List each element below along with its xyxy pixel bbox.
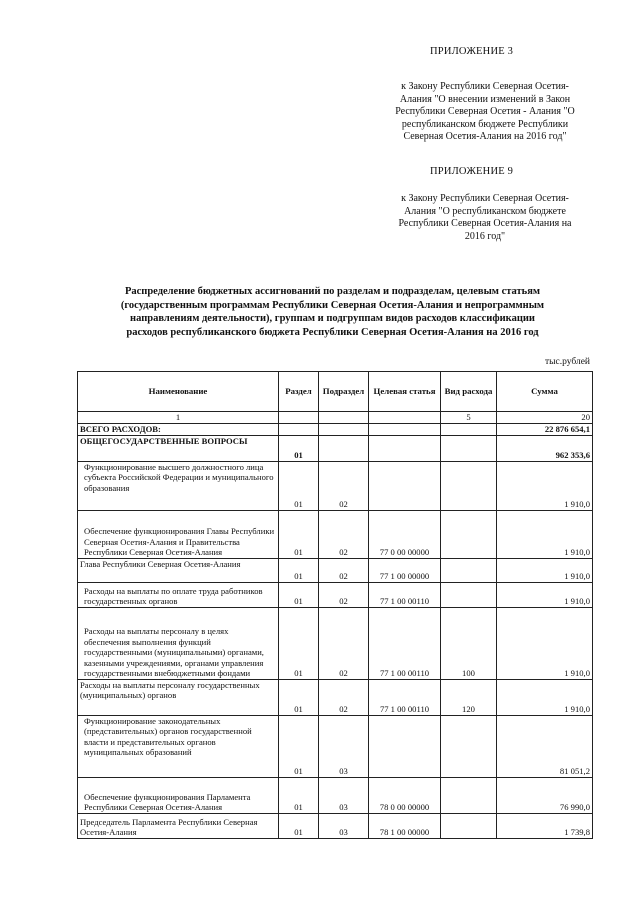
table-row — [78, 435, 593, 461]
header-target: Целевая статья — [369, 372, 441, 412]
row-type — [441, 510, 497, 558]
table-row — [78, 777, 593, 813]
row-amount: 1 910,0 — [497, 582, 593, 607]
row-amount: 81 051,2 — [497, 715, 593, 777]
row-section: 01 — [279, 813, 319, 838]
row-amount: 962 353,6 — [497, 435, 593, 461]
row-target: 78 1 00 00000 — [369, 813, 441, 838]
row-target: 78 0 00 00000 — [369, 777, 441, 813]
column-number — [279, 412, 319, 424]
row-type — [441, 777, 497, 813]
appendix-3-line: республиканском бюджете Республики — [401, 118, 569, 130]
row-name: Функционирование законодательных (представительных) органов государственной власти и представительных органов муниципальных образований — [78, 715, 279, 777]
row-subsection: 02 — [319, 510, 369, 558]
row-section: 01 — [279, 510, 319, 558]
row-amount: 1 910,0 — [497, 558, 593, 582]
row-type: 120 — [441, 679, 497, 715]
row-type: 100 — [441, 607, 497, 679]
row-section: 01 — [279, 777, 319, 813]
table-header-row — [78, 372, 593, 412]
column-number: 20 — [497, 412, 593, 424]
header-section: Раздел — [279, 372, 319, 412]
appendix-9-line: Республики Северная Осетия-Алания на — [398, 218, 572, 229]
row-subsection: 03 — [319, 813, 369, 838]
table-row — [78, 461, 593, 510]
appendix-3-line: к Закону Республики Северная Осетия- — [401, 81, 569, 92]
row-section: 01 — [279, 558, 319, 582]
column-number: 1 — [78, 412, 279, 424]
row-type — [441, 435, 497, 461]
appendix-9-title: ПРИЛОЖЕНИЕ 9 — [430, 166, 514, 177]
table-row — [78, 510, 593, 558]
row-type — [441, 715, 497, 777]
appendix-9-line: 2016 год" — [464, 230, 506, 242]
row-target: 77 1 00 00110 — [369, 582, 441, 607]
row-name: ВСЕГО РАСХОДОВ: — [78, 423, 279, 435]
row-amount: 1 910,0 — [497, 461, 593, 510]
row-name: Обеспечение функционирования Главы Республики Северная Осетия-Алания и Правительства Республики Северная Осетия-Алания — [78, 510, 279, 558]
row-amount: 76 990,0 — [497, 777, 593, 813]
row-type — [441, 423, 497, 435]
row-amount: 1 910,0 — [497, 679, 593, 715]
row-name: Обеспечение функционирования Парламента Республики Северная Осетия-Алания — [78, 777, 279, 813]
row-target — [369, 423, 441, 435]
row-subsection: 02 — [319, 558, 369, 582]
units-label: тыс.рублей — [544, 357, 590, 367]
row-target — [369, 461, 441, 510]
row-subsection: 02 — [319, 461, 369, 510]
row-section: 01 — [279, 461, 319, 510]
document-heading — [60, 285, 605, 339]
header-expense-type: Вид расхода — [441, 372, 497, 412]
row-amount: 1 910,0 — [497, 510, 593, 558]
row-section: 01 — [279, 679, 319, 715]
row-type — [441, 558, 497, 582]
column-number: 5 — [441, 412, 497, 424]
table-row — [78, 582, 593, 607]
table-row — [78, 423, 593, 435]
row-target — [369, 435, 441, 461]
row-subsection: 03 — [319, 777, 369, 813]
row-name: Глава Республики Северная Осетия-Алания — [78, 558, 279, 582]
row-amount: 1 910,0 — [497, 607, 593, 679]
heading-line: (государственным программам Республики Северная Осетия-Алания и непрограммным — [120, 299, 545, 311]
row-name: Председатель Парламента Республики Северная Осетия-Алания — [78, 813, 279, 838]
row-section — [279, 423, 319, 435]
column-number-row — [78, 412, 593, 424]
row-target — [369, 715, 441, 777]
row-subsection: 02 — [319, 607, 369, 679]
row-section: 01 — [279, 582, 319, 607]
column-number — [369, 412, 441, 424]
row-name: Функционирование высшего должностного лица субъекта Российской Федерации и муниципального образования — [78, 461, 279, 510]
header-name: Наименование — [78, 372, 279, 412]
row-section: 01 — [279, 715, 319, 777]
budget-table — [77, 371, 593, 839]
row-section: 01 — [279, 435, 319, 461]
appendix-3-line: Республики Северная Осетия - Алания "О — [395, 106, 575, 117]
heading-line: расходов республиканского бюджета Республики Северная Осетия-Алания на 2016 год — [126, 326, 539, 338]
table-row — [78, 715, 593, 777]
appendix-3-line: Алания "О внесении изменений в Закон — [399, 93, 571, 105]
row-name: Расходы на выплаты персоналу в целях обеспечения выполнения функций государственными (муниципальными) органами, казенными учреждениями, органами управления государственными внебюджетными фондами — [78, 607, 279, 679]
header-amount: Сумма — [497, 372, 593, 412]
row-target: 77 1 00 00110 — [369, 679, 441, 715]
table-row — [78, 679, 593, 715]
row-subsection: 02 — [319, 679, 369, 715]
row-subsection: 03 — [319, 715, 369, 777]
appendix-3-text — [380, 81, 590, 144]
row-type — [441, 582, 497, 607]
column-number — [319, 412, 369, 424]
row-type — [441, 813, 497, 838]
appendix-9-text — [380, 193, 590, 243]
appendix-3-line: Северная Осетия-Алания на 2016 год" — [403, 131, 567, 142]
row-section: 01 — [279, 607, 319, 679]
appendix-9-line: к Закону Республики Северная Осетия- — [401, 193, 569, 204]
row-type — [441, 461, 497, 510]
row-subsection — [319, 423, 369, 435]
row-amount: 1 739,8 — [497, 813, 593, 838]
header-subsection: Подраздел — [319, 372, 369, 412]
row-target: 77 1 00 00110 — [369, 607, 441, 679]
appendix-9-line: Алания "О республиканском бюджете — [404, 205, 566, 217]
table-row — [78, 607, 593, 679]
row-name: Расходы на выплаты по оплате труда работников государственных органов — [78, 582, 279, 607]
row-amount: 22 876 654,1 — [497, 423, 593, 435]
row-target: 77 0 00 00000 — [369, 510, 441, 558]
appendix-3-title: ПРИЛОЖЕНИЕ 3 — [430, 46, 514, 57]
row-name: ОБЩЕГОСУДАРСТВЕННЫЕ ВОПРОСЫ — [78, 435, 279, 461]
heading-line: направлениям деятельности), группам и подгруппам видов расходов классификации — [130, 313, 535, 324]
row-subsection: 02 — [319, 582, 369, 607]
table-row — [78, 813, 593, 838]
row-name: Расходы на выплаты персоналу государственных (муниципальных) органов — [78, 679, 279, 715]
row-subsection — [319, 435, 369, 461]
row-target: 77 1 00 00000 — [369, 558, 441, 582]
table-row — [78, 558, 593, 582]
heading-line: Распределение бюджетных ассигнований по разделам и подразделам, целевым статьям — [124, 286, 541, 297]
